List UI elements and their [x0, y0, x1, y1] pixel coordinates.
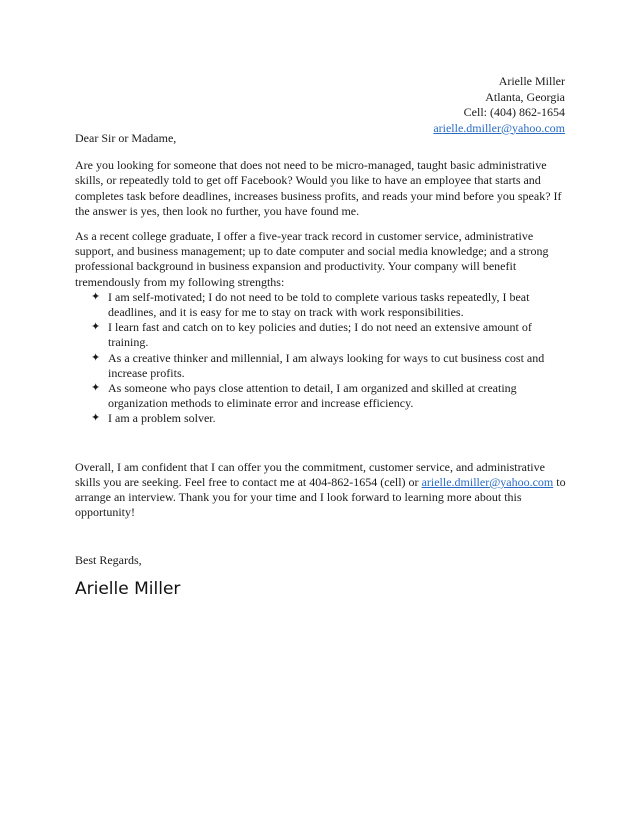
list-item: [91, 411, 570, 426]
sender-location: Atlanta, Georgia: [485, 89, 565, 104]
strength-text: I learn fast and catch on to key policies and duties; I do not need an extensive amount of training.: [108, 320, 532, 350]
four-point-star-icon: ✦: [91, 351, 101, 364]
strength-text: I am a problem solver.: [108, 411, 216, 426]
four-point-star-icon: ✦: [91, 321, 101, 334]
signoff: Best Regards,: [75, 553, 142, 568]
four-point-star-icon: ✦: [91, 412, 101, 425]
list-item: [91, 350, 570, 381]
list-item: [91, 320, 570, 350]
list-item: [91, 289, 570, 320]
strength-text: I am self-motivated; I do not need to be told to complete various tasks repeatedly, I beat deadlines, and it is easy for me to stay on track with work responsibilities.: [108, 289, 530, 320]
sender-contact-block: [433, 74, 565, 136]
paragraph-background: As a recent college graduate, I offer a five-year track record in customer service, administrative support, and business management; up to date computer and social media knowledge; and a strong professional background in business expansion and productivity. Your company will benefit tremendously from my following strengths:: [75, 229, 549, 289]
strength-text: As someone who pays close attention to detail, I am organized and skilled at creating organization methods to eliminate error and increase efficiency.: [108, 381, 517, 411]
signature: Arielle Miller: [75, 578, 181, 599]
closing-email-link[interactable]: arielle.dmiller@yahoo.com: [421, 474, 554, 489]
strength-text: As a creative thinker and millennial, I am always looking for ways to cut business cost and increase profits.: [108, 350, 545, 380]
list-item: [91, 381, 570, 411]
paragraph-closing: [75, 460, 570, 521]
salutation: Dear Sir or Madame,: [75, 131, 177, 145]
letter-body: [75, 131, 570, 599]
sender-name: Arielle Miller: [498, 74, 565, 88]
paragraph-intro: Are you looking for someone that does not need to be micro-managed, taught basic administrative skills, or repeatedly told to get off Facebook? Would you like to have an employee that starts and completes task before deadlines, increases business profits, and reads your mind before you speak? If the answer is yes, then look no further, you have found me.: [75, 158, 562, 218]
strengths-list: [75, 290, 570, 427]
four-point-star-icon: ✦: [91, 382, 101, 395]
sender-phone: Cell: (404) 862-1654: [463, 105, 565, 119]
closing-text-start: Overall, I am confident that I can offer you the commitment, customer service, and administrative skills you are seeking. Feel free to contact me at 404-862-1654 (cell) or: [75, 459, 545, 489]
closing-text-end: to arrange an interview. Thank you for your time and I look forward to learning more about this opportunity!: [75, 474, 566, 520]
four-point-star-icon: ✦: [91, 290, 101, 303]
sender-email-link[interactable]: arielle.dmiller@yahoo.com: [433, 120, 565, 135]
